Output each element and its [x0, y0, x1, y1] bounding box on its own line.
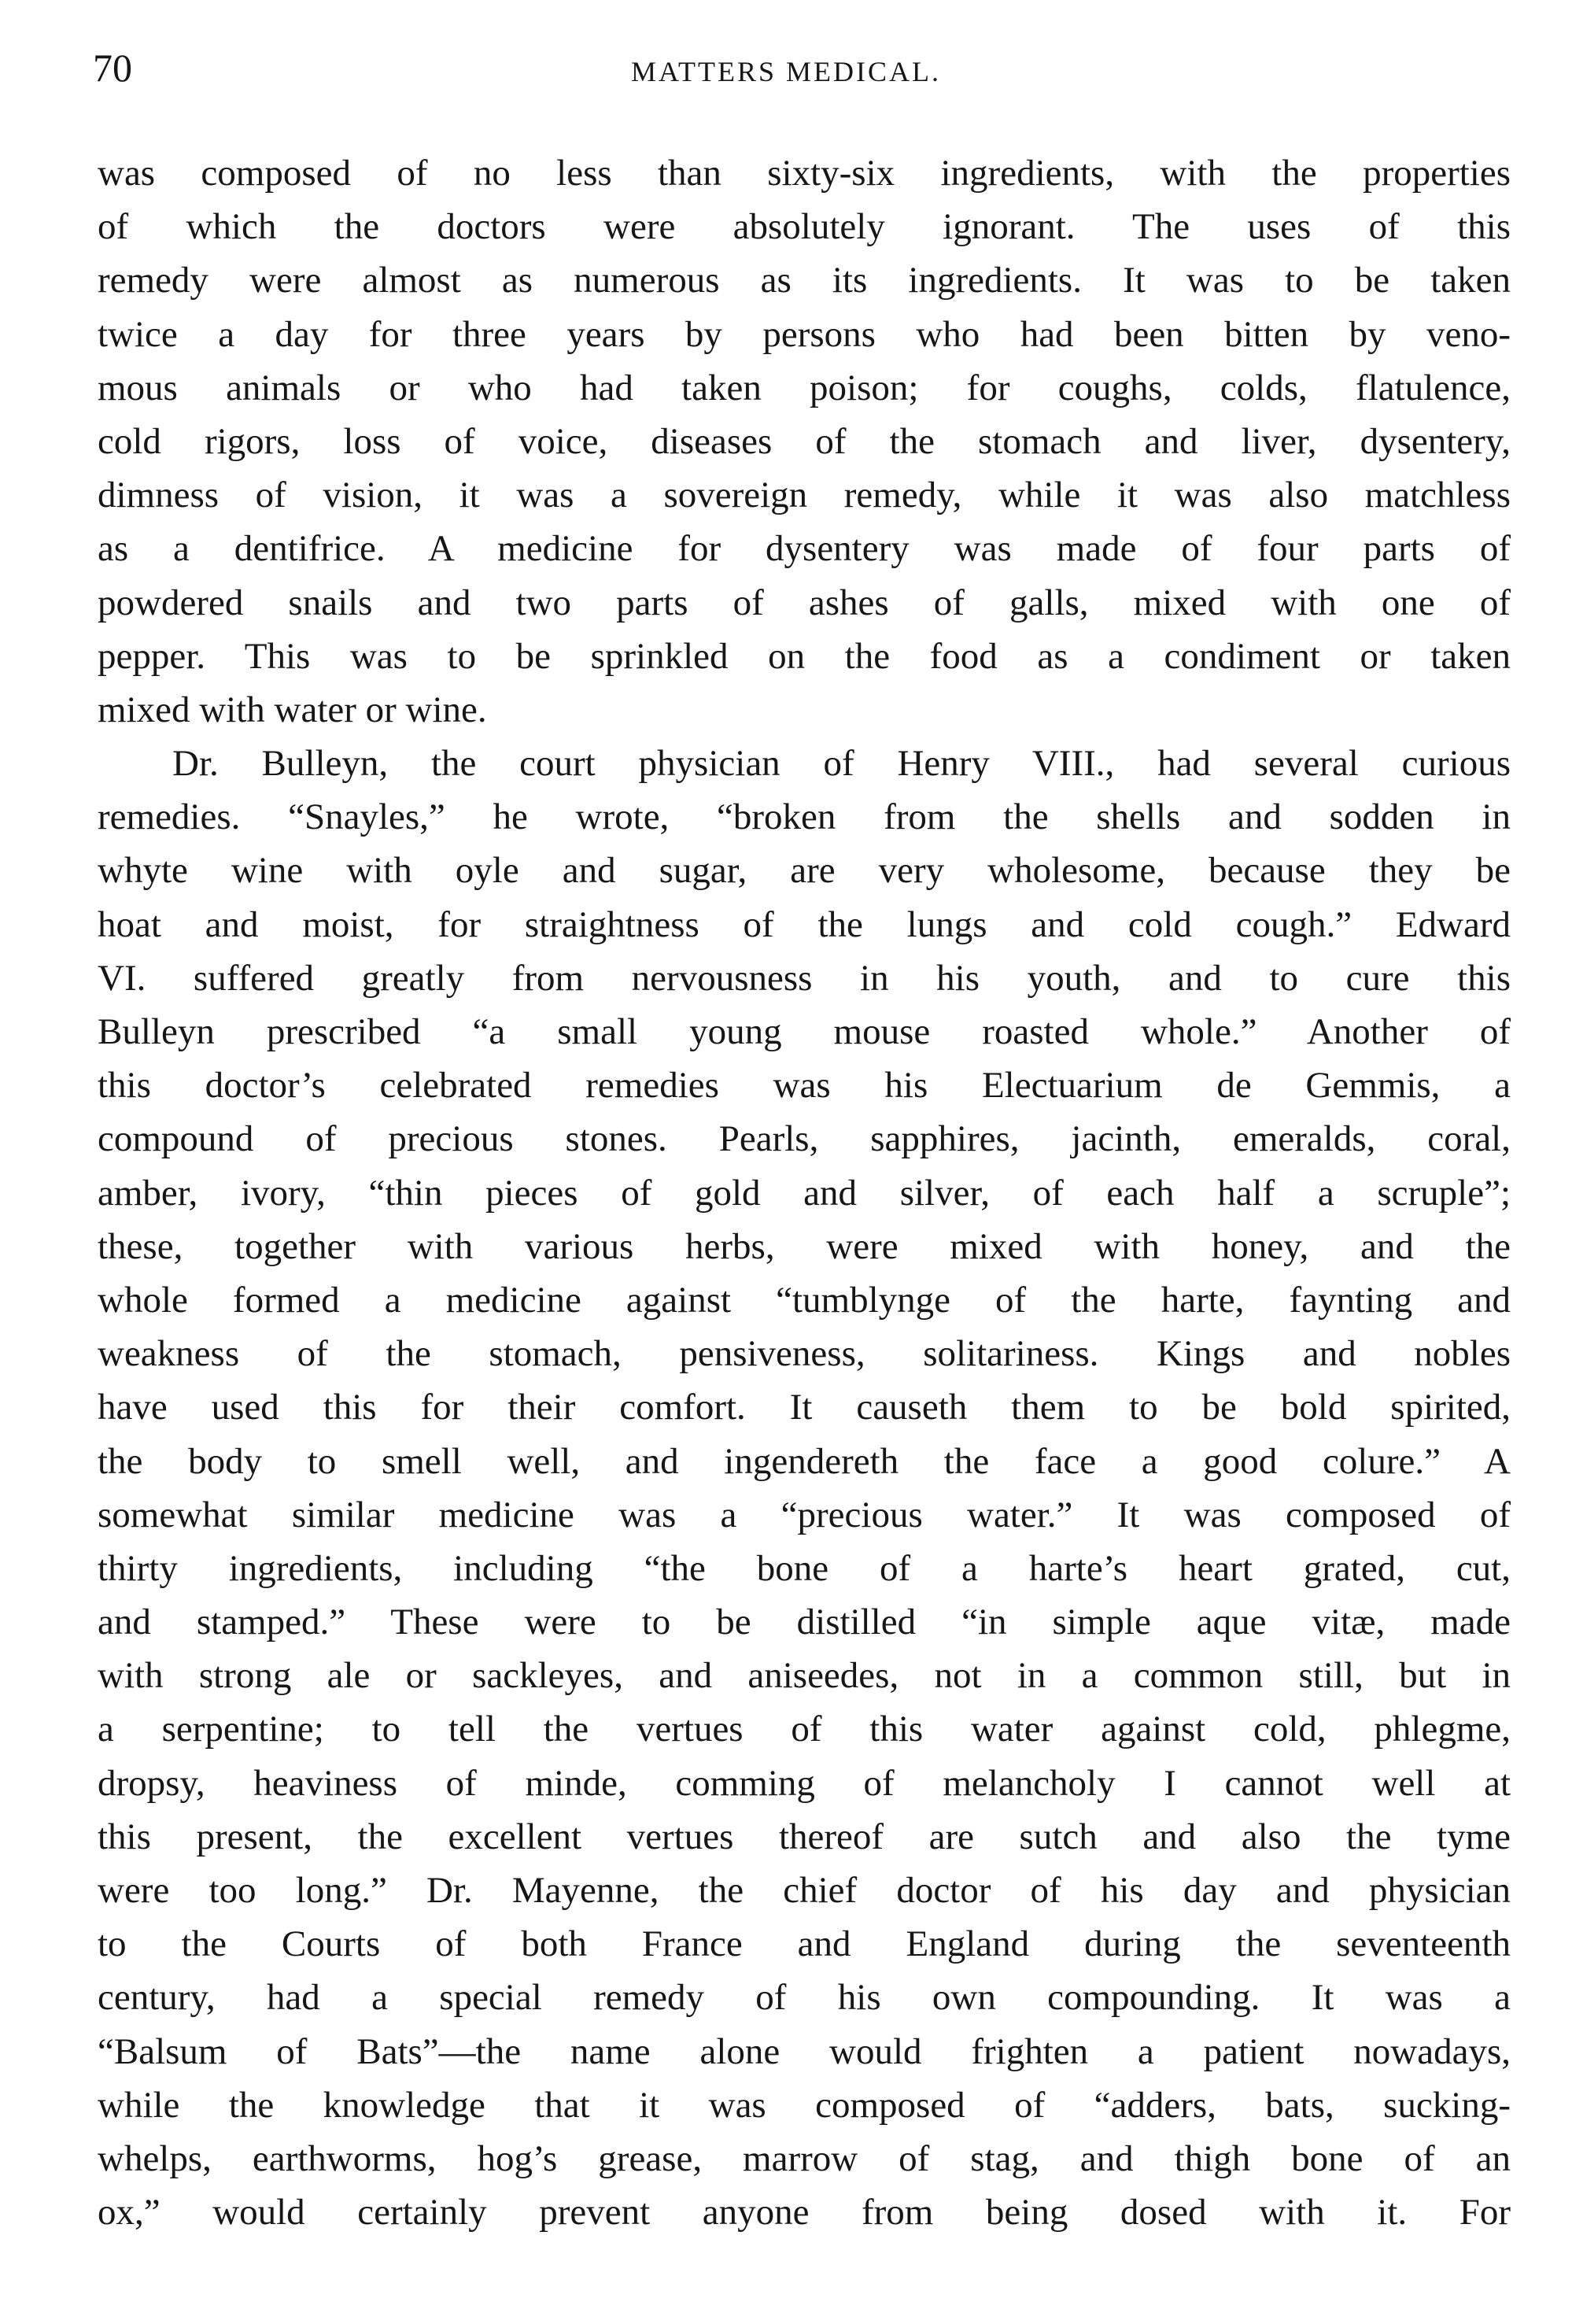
text-line: cold rigors, loss of voice, diseases of the stomach and liver, dysentery, [98, 420, 1511, 462]
text-line: was composed of no less than sixty-six ingredients, with the properties [98, 153, 1511, 194]
text-line: whelps, earthworms, hog’s grease, marrow of stag, and thigh bone of an [98, 2137, 1511, 2179]
text-line: mixed with water or wine. [98, 689, 487, 730]
text-line: pepper. This was to be sprinkled on the food as a condiment or taken [98, 635, 1511, 677]
text-line: compound of precious stones. Pearls, sapphires, jacinth, emeralds, coral, [98, 1118, 1511, 1160]
text-line: century, had a special remedy of his own compounding. It was a [98, 1977, 1511, 2019]
text-line: as a dentifrice. A medicine for dysentery was made of four parts of [98, 528, 1511, 570]
text-line: the body to smell well, and ingendereth the face a good colure.” A [98, 1440, 1511, 1482]
page-number: 70 [93, 46, 132, 90]
paragraph-start-line: Dr. Bulleyn, the court physician of Henry VIII., had several curious [172, 743, 1511, 785]
text-line: these, together with various herbs, were mixed with honey, and the [98, 1225, 1511, 1267]
text-line: hoat and moist, for straightness of the lungs and cold cough.” Edward [98, 903, 1511, 945]
text-line: to the Courts of both France and England during the seventeenth [98, 1923, 1511, 1965]
text-line: with strong ale or sackleyes, and aniseedes, not in a common still, but in [98, 1655, 1511, 1697]
text-line: whyte wine with oyle and sugar, are very wholesome, because they be [98, 850, 1511, 892]
text-line: dimness of vision, it was a sovereign remedy, while it was also matchless [98, 475, 1511, 516]
text-line: dropsy, heaviness of minde, comming of melancholy I cannot well at [98, 1762, 1511, 1804]
text-line: this doctor’s celebrated remedies was his Electuarium de Gemmis, a [98, 1065, 1511, 1107]
text-line: amber, ivory, “thin pieces of gold and silver, of each half a scruple”; [98, 1172, 1511, 1214]
text-line: VI. suffered greatly from nervousness in his youth, and to cure this [98, 957, 1511, 999]
body-text [98, 146, 1511, 2239]
text-line: and stamped.” These were to be distilled “in simple aque vitæ, made [98, 1602, 1511, 1643]
text-line: whole formed a medicine against “tumblynge of the harte, faynting and [98, 1279, 1511, 1321]
text-line: this present, the excellent vertues thereof are sutch and also the tyme [98, 1816, 1511, 1857]
text-line: thirty ingredients, including “the bone of a harte’s heart grated, cut, [98, 1547, 1511, 1589]
running-head: MATTERS MEDICAL. [630, 56, 941, 87]
text-line: of which the doctors were absolutely ignorant. The uses of this [98, 206, 1511, 248]
text-line: a serpentine; to tell the vertues of this water against cold, phlegme, [98, 1709, 1511, 1750]
text-line: ox,” would certainly prevent anyone from being dosed with it. For [98, 2192, 1511, 2233]
text-line: remedy were almost as numerous as its ingredients. It was to be taken [98, 260, 1511, 301]
text-line: weakness of the stomach, pensiveness, solitariness. Kings and nobles [98, 1333, 1511, 1375]
text-line: “Balsum of Bats”—the name alone would frighten a patient nowadays, [98, 2030, 1511, 2072]
text-line: powdered snails and two parts of ashes of galls, mixed with one of [98, 582, 1511, 623]
text-line: remedies. “Snayles,” he wrote, “broken from the shells and sodden in [98, 796, 1511, 838]
text-line: twice a day for three years by persons who had been bitten by veno- [98, 313, 1511, 355]
text-line: mous animals or who had taken poison; for coughs, colds, flatulence, [98, 367, 1511, 408]
text-line: Bulleyn prescribed “a small young mouse roasted whole.” Another of [98, 1011, 1511, 1052]
text-line: have used this for their comfort. It causeth them to be bold spirited, [98, 1387, 1511, 1428]
text-line: were too long.” Dr. Mayenne, the chief doctor of his day and physician [98, 1870, 1511, 1911]
text-line: somewhat similar medicine was a “precious water.” It was composed of [98, 1494, 1511, 1535]
text-line: while the knowledge that it was composed of “adders, bats, sucking- [98, 2084, 1511, 2126]
